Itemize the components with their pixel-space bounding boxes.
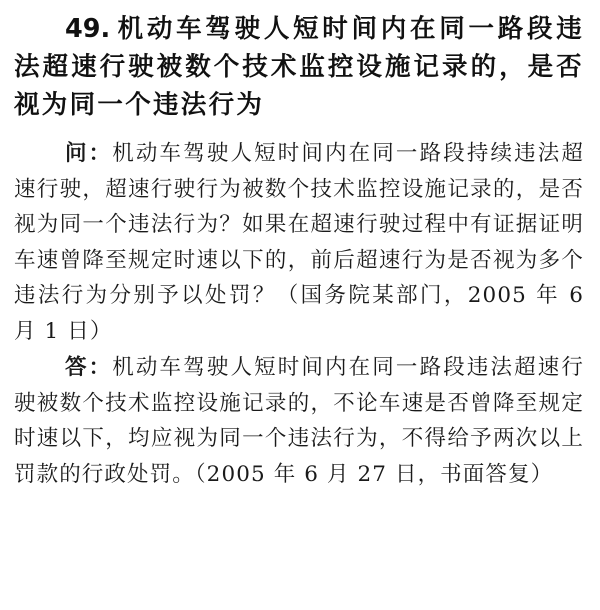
question-source: （国务院某部门，2005 年 6 月 1 日）: [14, 283, 584, 344]
question-title: 机动车驾驶人短时间内在同一路段违法超速行驶被数个技术监控设施记录的，是否视为同一个违法行为: [14, 14, 584, 120]
question-text: 机动车驾驶人短时间内在同一路段持续违法超速行驶，超速行驶行为被数个技术监控设施记录的，是否视为同一个违法行为？如果在超速行驶过程中有证据证明车速曾降至规定时速以下的，前后超速行为是否视为多个违法行为分别予以处罚？: [14, 141, 584, 308]
question-label: 问：: [65, 141, 113, 166]
answer-source: （2005 年 6 月 27 日，书面答复）: [194, 461, 554, 487]
answer-label: 答：: [65, 355, 113, 380]
question-paragraph: [14, 136, 584, 349]
answer-text: 机动车驾驶人短时间内在同一路段违法超速行驶被数个技术监控设施记录的，不论车速是否曾降至规定时速以下，均应视为同一个违法行为，不得给予两次以上罚款的行政处罚。: [14, 355, 584, 487]
answer-paragraph: [14, 350, 584, 492]
question-number: 49.: [65, 14, 111, 44]
question-heading: [14, 10, 584, 124]
